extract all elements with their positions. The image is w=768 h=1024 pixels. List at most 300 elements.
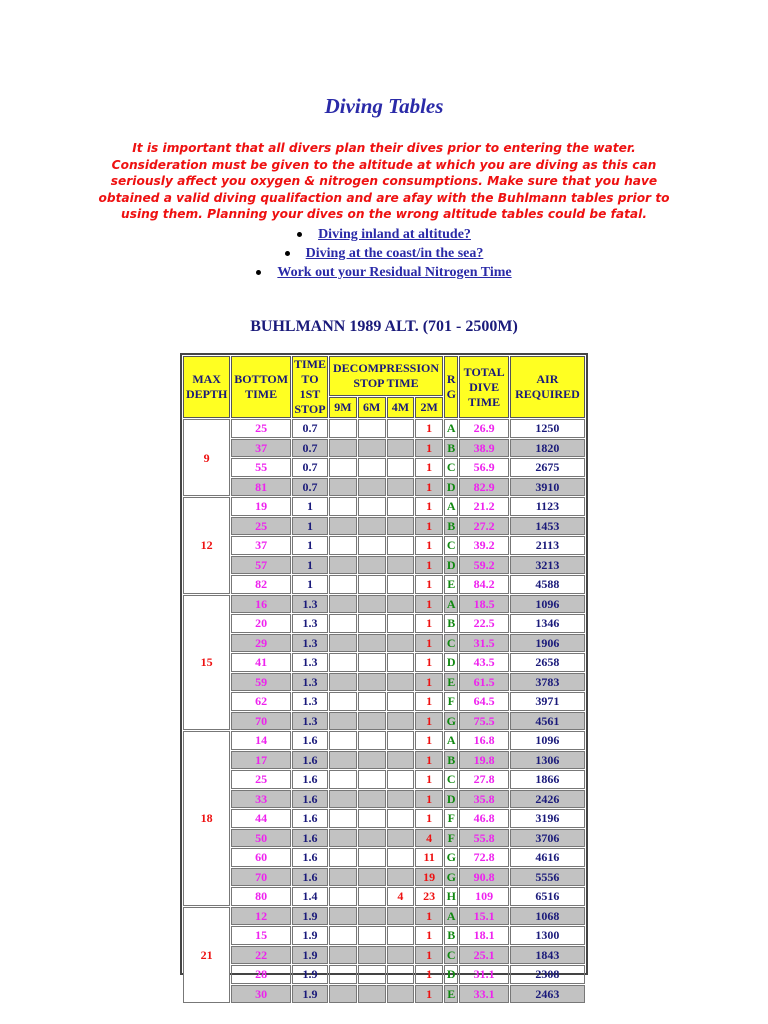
table-row xyxy=(183,556,585,575)
stop-4m-cell xyxy=(387,653,415,672)
stop-2m-cell: 1 xyxy=(415,517,443,536)
total-dive-time-cell: 25.1 xyxy=(459,946,508,965)
total-dive-time-cell: 43.5 xyxy=(459,653,508,672)
stop-2m-cell: 1 xyxy=(415,614,443,633)
bottom-time-cell: 41 xyxy=(231,653,291,672)
bottom-time-cell: 30 xyxy=(231,985,291,1004)
stop-9m-cell xyxy=(329,809,357,828)
stop-6m-cell xyxy=(358,458,386,477)
total-dive-time-cell: 39.2 xyxy=(459,536,508,555)
time-first-stop-cell: 0.7 xyxy=(292,458,328,477)
time-first-stop-cell: 1.9 xyxy=(292,985,328,1004)
air-required-cell: 1453 xyxy=(510,517,585,536)
total-dive-time-cell: 59.2 xyxy=(459,556,508,575)
stop-4m-cell xyxy=(387,848,415,867)
bottom-time-cell: 15 xyxy=(231,926,291,945)
time-first-stop-cell: 1.3 xyxy=(292,712,328,731)
repetitive-group-cell: A xyxy=(444,497,458,516)
stop-4m-cell: 4 xyxy=(387,887,415,906)
header-decompression: DECOMPRESSION STOP TIME xyxy=(329,356,443,396)
total-dive-time-cell: 18.5 xyxy=(459,595,508,614)
stop-9m-cell xyxy=(329,985,357,1004)
table-row xyxy=(183,848,585,867)
time-first-stop-cell: 1.6 xyxy=(292,829,328,848)
air-required-cell: 4588 xyxy=(510,575,585,594)
total-dive-time-cell: 31.1 xyxy=(459,965,508,984)
time-first-stop-cell: 1 xyxy=(292,575,328,594)
total-dive-time-cell: 27.8 xyxy=(459,770,508,789)
table-row xyxy=(183,575,585,594)
table-row xyxy=(183,829,585,848)
bottom-time-cell: 19 xyxy=(231,497,291,516)
max-depth-cell: 12 xyxy=(183,497,230,594)
bottom-time-cell: 20 xyxy=(231,614,291,633)
total-dive-time-cell: 19.8 xyxy=(459,751,508,770)
stop-9m-cell xyxy=(329,458,357,477)
air-required-cell: 2463 xyxy=(510,985,585,1004)
stop-9m-cell xyxy=(329,439,357,458)
stop-2m-cell: 1 xyxy=(415,556,443,575)
table-title: BUHLMANN 1989 ALT. (701 - 2500M) xyxy=(250,318,518,335)
stop-4m-cell xyxy=(387,536,415,555)
stop-2m-cell: 1 xyxy=(415,751,443,770)
air-required-cell: 1866 xyxy=(510,770,585,789)
table-row xyxy=(183,497,585,516)
stop-2m-cell: 1 xyxy=(415,809,443,828)
stop-2m-cell: 1 xyxy=(415,497,443,516)
repetitive-group-cell: G xyxy=(444,712,458,731)
bottom-time-cell: 22 xyxy=(231,946,291,965)
total-dive-time-cell: 26.9 xyxy=(459,419,508,438)
total-dive-time-cell: 21.2 xyxy=(459,497,508,516)
bottom-time-cell: 12 xyxy=(231,907,291,926)
air-required-cell: 2308 xyxy=(510,965,585,984)
time-first-stop-cell: 1.3 xyxy=(292,653,328,672)
max-depth-cell: 18 xyxy=(183,731,230,906)
stop-2m-cell: 1 xyxy=(415,439,443,458)
bottom-time-cell: 37 xyxy=(231,439,291,458)
air-required-cell: 1906 xyxy=(510,634,585,653)
bottom-time-cell: 80 xyxy=(231,887,291,906)
bottom-time-cell: 44 xyxy=(231,809,291,828)
air-required-cell: 2113 xyxy=(510,536,585,555)
stop-9m-cell xyxy=(329,536,357,555)
total-dive-time-cell: 75.5 xyxy=(459,712,508,731)
bottom-time-cell: 29 xyxy=(231,634,291,653)
stop-2m-cell: 1 xyxy=(415,595,443,614)
time-first-stop-cell: 1.3 xyxy=(292,692,328,711)
total-dive-time-cell: 18.1 xyxy=(459,926,508,945)
stop-9m-cell xyxy=(329,731,357,750)
stop-6m-cell xyxy=(358,926,386,945)
stop-2m-cell: 1 xyxy=(415,673,443,692)
time-first-stop-cell: 1.3 xyxy=(292,614,328,633)
stop-2m-cell: 1 xyxy=(415,712,443,731)
repetitive-group-cell: C xyxy=(444,536,458,555)
stop-6m-cell xyxy=(358,497,386,516)
header-total-dive-time: TOTAL DIVE TIME xyxy=(459,356,508,418)
dive-table xyxy=(182,355,586,1004)
stop-2m-cell: 1 xyxy=(415,458,443,477)
total-dive-time-cell: 61.5 xyxy=(459,673,508,692)
stop-9m-cell xyxy=(329,556,357,575)
stop-9m-cell xyxy=(329,946,357,965)
air-required-cell: 1096 xyxy=(510,595,585,614)
intro-warning-text: It is important that all divers plan their dives prior to entering the water. Consideration must be given to the altitude at which you are diving as this can seriously affect you oxygen & nitrogen consumptions. Make sure that you have obtained a valid diving qualifaction and are afay with the Buhlmann tables prior to using them. Planning your dives on the wrong altitude tables could be fatal. xyxy=(98,141,670,222)
air-required-cell: 1346 xyxy=(510,614,585,633)
header-stop-6m: 6M xyxy=(358,397,386,418)
air-required-cell: 3196 xyxy=(510,809,585,828)
link-inland-altitude[interactable]: Diving inland at altitude? xyxy=(318,226,471,242)
time-first-stop-cell: 1.6 xyxy=(292,868,328,887)
stop-2m-cell: 1 xyxy=(415,653,443,672)
header-time-first-stop: TIME TO 1ST STOP xyxy=(293,357,326,416)
repetitive-group-cell: C xyxy=(444,458,458,477)
link-list-item xyxy=(0,244,768,263)
time-first-stop-cell: 1 xyxy=(292,556,328,575)
max-depth-cell: 15 xyxy=(183,595,230,731)
stop-9m-cell xyxy=(329,712,357,731)
air-required-cell: 3783 xyxy=(510,673,585,692)
stop-4m-cell xyxy=(387,829,415,848)
link-list xyxy=(0,225,768,282)
stop-9m-cell xyxy=(329,790,357,809)
table-row xyxy=(183,712,585,731)
total-dive-time-cell: 56.9 xyxy=(459,458,508,477)
stop-6m-cell xyxy=(358,887,386,906)
stop-4m-cell xyxy=(387,634,415,653)
air-required-cell: 2426 xyxy=(510,790,585,809)
repetitive-group-cell: F xyxy=(444,829,458,848)
repetitive-group-cell: B xyxy=(444,439,458,458)
table-row xyxy=(183,731,585,750)
bottom-time-cell: 70 xyxy=(231,712,291,731)
total-dive-time-cell: 46.8 xyxy=(459,809,508,828)
repetitive-group-cell: H xyxy=(444,887,458,906)
stop-9m-cell xyxy=(329,478,357,497)
total-dive-time-cell: 84.2 xyxy=(459,575,508,594)
stop-9m-cell xyxy=(329,868,357,887)
stop-9m-cell xyxy=(329,673,357,692)
table-body xyxy=(183,419,585,1003)
repetitive-group-cell: F xyxy=(444,809,458,828)
time-first-stop-cell: 1.6 xyxy=(292,770,328,789)
stop-2m-cell: 1 xyxy=(415,575,443,594)
stop-4m-cell xyxy=(387,595,415,614)
bottom-time-cell: 60 xyxy=(231,848,291,867)
repetitive-group-cell: G xyxy=(444,868,458,887)
air-required-cell: 1250 xyxy=(510,419,585,438)
stop-4m-cell xyxy=(387,868,415,887)
stop-6m-cell xyxy=(358,419,386,438)
link-coast-sea[interactable]: Diving at the coast/in the sea? xyxy=(305,245,484,261)
stop-4m-cell xyxy=(387,517,415,536)
table-row xyxy=(183,673,585,692)
repetitive-group-cell: A xyxy=(444,595,458,614)
time-first-stop-cell: 1.4 xyxy=(292,887,328,906)
header-stop-4m: 4M xyxy=(387,397,415,418)
stop-2m-cell: 1 xyxy=(415,985,443,1004)
stop-9m-cell xyxy=(329,848,357,867)
bullet-icon xyxy=(285,251,290,256)
stop-2m-cell: 1 xyxy=(415,907,443,926)
bottom-time-cell: 14 xyxy=(231,731,291,750)
total-dive-time-cell: 22.5 xyxy=(459,614,508,633)
time-first-stop-cell: 1.6 xyxy=(292,809,328,828)
stop-4m-cell xyxy=(387,673,415,692)
link-list-item xyxy=(0,263,768,282)
bottom-time-cell: 16 xyxy=(231,595,291,614)
total-dive-time-cell: 55.8 xyxy=(459,829,508,848)
stop-9m-cell xyxy=(329,575,357,594)
stop-4m-cell xyxy=(387,926,415,945)
table-row xyxy=(183,809,585,828)
repetitive-group-cell: C xyxy=(444,634,458,653)
header-stop-2m: 2M xyxy=(415,397,443,418)
air-required-cell: 1068 xyxy=(510,907,585,926)
repetitive-group-cell: D xyxy=(444,653,458,672)
time-first-stop-cell: 1.9 xyxy=(292,965,328,984)
air-required-cell: 3971 xyxy=(510,692,585,711)
total-dive-time-cell: 82.9 xyxy=(459,478,508,497)
stop-6m-cell xyxy=(358,478,386,497)
header-stop-9m: 9M xyxy=(329,397,357,418)
air-required-cell: 1843 xyxy=(510,946,585,965)
air-required-cell: 3213 xyxy=(510,556,585,575)
stop-4m-cell xyxy=(387,458,415,477)
table-row xyxy=(183,965,585,984)
stop-2m-cell: 1 xyxy=(415,536,443,555)
stop-9m-cell xyxy=(329,907,357,926)
total-dive-time-cell: 33.1 xyxy=(459,985,508,1004)
time-first-stop-cell: 1 xyxy=(292,536,328,555)
bottom-time-cell: 50 xyxy=(231,829,291,848)
table-row xyxy=(183,790,585,809)
table-row xyxy=(183,946,585,965)
stop-9m-cell xyxy=(329,829,357,848)
page-title: Diving Tables xyxy=(324,94,444,118)
stop-4m-cell xyxy=(387,556,415,575)
stop-2m-cell: 1 xyxy=(415,965,443,984)
repetitive-group-cell: A xyxy=(444,907,458,926)
repetitive-group-cell: D xyxy=(444,790,458,809)
max-depth-cell: 21 xyxy=(183,907,230,1004)
stop-4m-cell xyxy=(387,575,415,594)
total-dive-time-cell: 35.8 xyxy=(459,790,508,809)
table-row xyxy=(183,634,585,653)
bottom-time-cell: 55 xyxy=(231,458,291,477)
stop-4m-cell xyxy=(387,439,415,458)
stop-9m-cell xyxy=(329,653,357,672)
air-required-cell: 3706 xyxy=(510,829,585,848)
stop-4m-cell xyxy=(387,419,415,438)
time-first-stop-cell: 1.3 xyxy=(292,634,328,653)
air-required-cell: 4561 xyxy=(510,712,585,731)
table-header xyxy=(183,356,585,418)
stop-2m-cell: 1 xyxy=(415,926,443,945)
dive-table-frame xyxy=(180,353,588,1001)
stop-9m-cell xyxy=(329,595,357,614)
air-required-cell: 1820 xyxy=(510,439,585,458)
stop-6m-cell xyxy=(358,731,386,750)
repetitive-group-cell: B xyxy=(444,926,458,945)
time-first-stop-cell: 1.6 xyxy=(292,731,328,750)
table-row xyxy=(183,926,585,945)
stop-9m-cell xyxy=(329,926,357,945)
stop-6m-cell xyxy=(358,790,386,809)
stop-6m-cell xyxy=(358,829,386,848)
table-row xyxy=(183,536,585,555)
table-row xyxy=(183,770,585,789)
table-row xyxy=(183,907,585,926)
stop-4m-cell xyxy=(387,965,415,984)
stop-2m-cell: 1 xyxy=(415,478,443,497)
stop-6m-cell xyxy=(358,848,386,867)
total-dive-time-cell: 90.8 xyxy=(459,868,508,887)
repetitive-group-cell: B xyxy=(444,517,458,536)
time-first-stop-cell: 0.7 xyxy=(292,478,328,497)
stop-6m-cell xyxy=(358,634,386,653)
stop-9m-cell xyxy=(329,419,357,438)
stop-9m-cell xyxy=(329,517,357,536)
stop-4m-cell xyxy=(387,946,415,965)
time-first-stop-cell: 1.3 xyxy=(292,673,328,692)
stop-2m-cell: 1 xyxy=(415,946,443,965)
max-depth-cell: 9 xyxy=(183,419,230,496)
air-required-cell: 2675 xyxy=(510,458,585,477)
stop-6m-cell xyxy=(358,868,386,887)
stop-6m-cell xyxy=(358,536,386,555)
stop-4m-cell xyxy=(387,731,415,750)
stop-2m-cell: 1 xyxy=(415,692,443,711)
header-air-required: AIR REQUIRED xyxy=(510,356,585,418)
total-dive-time-cell: 16.8 xyxy=(459,731,508,750)
table-row xyxy=(183,419,585,438)
air-required-cell: 1096 xyxy=(510,731,585,750)
bottom-time-cell: 82 xyxy=(231,575,291,594)
stop-6m-cell xyxy=(358,556,386,575)
table-row xyxy=(183,439,585,458)
bottom-time-cell: 70 xyxy=(231,868,291,887)
repetitive-group-cell: C xyxy=(444,770,458,789)
repetitive-group-cell: C xyxy=(444,946,458,965)
table-row xyxy=(183,517,585,536)
table-row xyxy=(183,887,585,906)
repetitive-group-cell: A xyxy=(444,419,458,438)
stop-9m-cell xyxy=(329,751,357,770)
stop-6m-cell xyxy=(358,770,386,789)
header-bottom-time: BOTTOM TIME xyxy=(231,356,291,418)
repetitive-group-cell: E xyxy=(444,575,458,594)
stop-6m-cell xyxy=(358,673,386,692)
table-row xyxy=(183,751,585,770)
total-dive-time-cell: 64.5 xyxy=(459,692,508,711)
stop-2m-cell: 19 xyxy=(415,868,443,887)
total-dive-time-cell: 15.1 xyxy=(459,907,508,926)
stop-6m-cell xyxy=(358,712,386,731)
air-required-cell: 1300 xyxy=(510,926,585,945)
bottom-time-cell: 17 xyxy=(231,751,291,770)
bottom-time-cell: 62 xyxy=(231,692,291,711)
bullet-icon xyxy=(256,270,261,275)
stop-4m-cell xyxy=(387,497,415,516)
total-dive-time-cell: 31.5 xyxy=(459,634,508,653)
table-row xyxy=(183,614,585,633)
time-first-stop-cell: 0.7 xyxy=(292,419,328,438)
stop-2m-cell: 23 xyxy=(415,887,443,906)
repetitive-group-cell: D xyxy=(444,478,458,497)
bullet-icon xyxy=(297,232,302,237)
bottom-time-cell: 25 xyxy=(231,770,291,789)
total-dive-time-cell: 38.9 xyxy=(459,439,508,458)
stop-4m-cell xyxy=(387,692,415,711)
total-dive-time-cell: 72.8 xyxy=(459,848,508,867)
stop-4m-cell xyxy=(387,614,415,633)
air-required-cell: 6516 xyxy=(510,887,585,906)
repetitive-group-cell: E xyxy=(444,673,458,692)
stop-2m-cell: 1 xyxy=(415,419,443,438)
stop-2m-cell: 1 xyxy=(415,770,443,789)
stop-2m-cell: 1 xyxy=(415,634,443,653)
repetitive-group-cell: B xyxy=(444,614,458,633)
stop-6m-cell xyxy=(358,946,386,965)
stop-2m-cell: 11 xyxy=(415,848,443,867)
stop-6m-cell xyxy=(358,595,386,614)
stop-4m-cell xyxy=(387,478,415,497)
air-required-cell: 2658 xyxy=(510,653,585,672)
bottom-time-cell: 57 xyxy=(231,556,291,575)
stop-4m-cell xyxy=(387,770,415,789)
bottom-time-cell: 25 xyxy=(231,419,291,438)
stop-6m-cell xyxy=(358,751,386,770)
stop-6m-cell xyxy=(358,614,386,633)
time-first-stop-cell: 1 xyxy=(292,497,328,516)
air-required-cell: 1123 xyxy=(510,497,585,516)
stop-6m-cell xyxy=(358,907,386,926)
total-dive-time-cell: 109 xyxy=(459,887,508,906)
link-residual-nitrogen[interactable]: Work out your Residual Nitrogen Time xyxy=(277,264,512,280)
stop-6m-cell xyxy=(358,517,386,536)
header-max-depth: MAX DEPTH xyxy=(183,356,230,418)
time-first-stop-cell: 1.9 xyxy=(292,926,328,945)
bottom-time-cell: 81 xyxy=(231,478,291,497)
stop-6m-cell xyxy=(358,692,386,711)
repetitive-group-cell: G xyxy=(444,848,458,867)
repetitive-group-cell: F xyxy=(444,692,458,711)
header-repetitive-group: R G xyxy=(444,356,458,418)
stop-9m-cell xyxy=(329,770,357,789)
table-row xyxy=(183,653,585,672)
table-row xyxy=(183,692,585,711)
stop-4m-cell xyxy=(387,985,415,1004)
time-first-stop-cell: 1.9 xyxy=(292,907,328,926)
repetitive-group-cell: B xyxy=(444,751,458,770)
time-first-stop-cell: 1.3 xyxy=(292,595,328,614)
repetitive-group-cell: D xyxy=(444,965,458,984)
stop-6m-cell xyxy=(358,985,386,1004)
stop-9m-cell xyxy=(329,692,357,711)
stop-4m-cell xyxy=(387,712,415,731)
repetitive-group-cell: A xyxy=(444,731,458,750)
bottom-time-cell: 28 xyxy=(231,965,291,984)
stop-6m-cell xyxy=(358,439,386,458)
repetitive-group-cell: E xyxy=(444,985,458,1004)
time-first-stop-cell: 1.6 xyxy=(292,848,328,867)
air-required-cell: 3910 xyxy=(510,478,585,497)
repetitive-group-cell: D xyxy=(444,556,458,575)
table-row xyxy=(183,458,585,477)
stop-9m-cell xyxy=(329,887,357,906)
